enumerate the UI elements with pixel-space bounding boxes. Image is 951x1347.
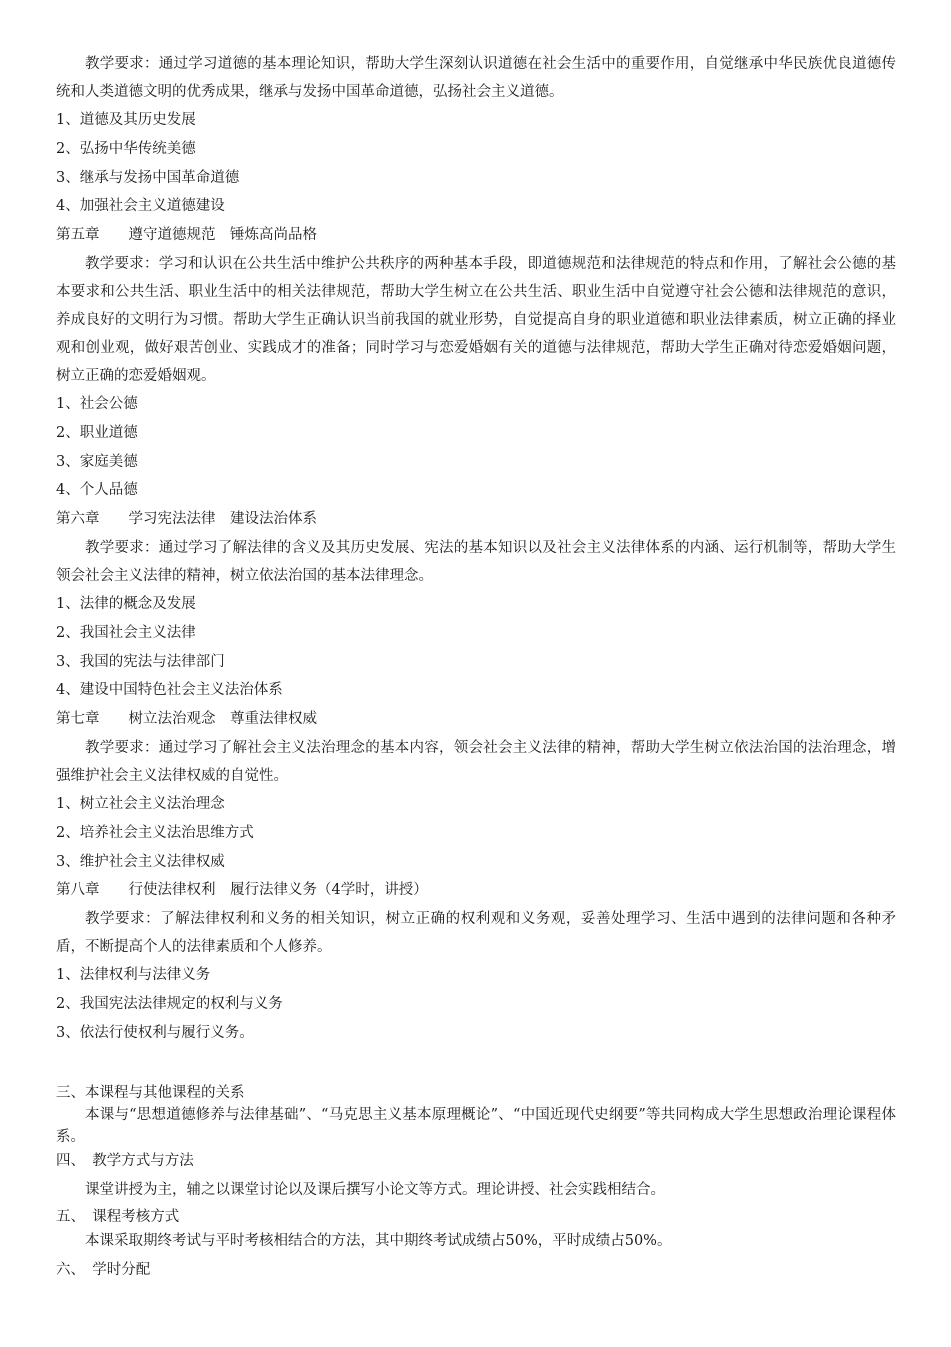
list-item: 4、个人品德 (56, 482, 138, 499)
list-item: 3、家庭美德 (56, 453, 138, 470)
document-page (56, 50, 896, 1286)
section-title: 三、本课程与其他课程的关系 (56, 1084, 245, 1101)
section-body: 课堂讲授为主，辅之以课堂讨论以及课后撰写小论文等方式。理论讲授、社会实践相结合。 (85, 1181, 665, 1198)
section-body: 本课采取期终考试与平时考核相结合的方法，其中期终考试成绩占50%，平时成绩占50%。 (85, 1232, 672, 1249)
list-item: 1、道德及其历史发展 (56, 112, 196, 128)
section-title: 五、 课程考核方式 (56, 1208, 180, 1225)
chapter-title: 第六章 学习宪法法律 建设法治体系 (56, 511, 317, 528)
list-item: 1、社会公德 (56, 395, 138, 412)
list-item: 3、我国的宪法与法律部门 (56, 653, 225, 670)
list-item: 2、弘扬中华传统美德 (56, 140, 196, 157)
section-body: 本课与“思想道德修养与法律基础”、“马克思主义基本原理概论”、“中国近现代史纲要”等共同构成大学生思想政治理论课程体系。 (56, 1106, 896, 1145)
list-item: 3、维护社会主义法律权威 (56, 853, 225, 870)
teaching-requirement: 教学要求：学习和认识在公共生活中维护公共秩序的两种基本手段，即道德规范和法律规范的特点和作用，了解社会公德的基本要求和公共生活、职业生活中的相关法律规范，帮助大学生树立在公共生活、职业生活中自觉遵守社会公德和法律规范的意识，养成良好的文明行为习惯。帮助大学生正确认识当前我国的就业形势，自觉提高自身的职业道德和职业法律素质，树立正确的择业观和创业观，做好艰苦创业、实践成才的准备；同时学习与恋爱婚姻有关的道德与法律规范，帮助大学生正确对待恋爱婚姻问题，树立正确的恋爱婚姻观。 (56, 255, 896, 384)
list-item: 3、依法行使权利与履行义务。 (56, 1024, 254, 1041)
chapter-title: 第七章 树立法治观念 尊重法律权威 (56, 711, 317, 728)
list-item: 2、职业道德 (56, 424, 138, 441)
list-item: 1、法律的概念及发展 (56, 595, 196, 612)
chapter-title: 第五章 遵守道德规范 锤炼高尚品格 (56, 227, 317, 244)
section-title: 四、 教学方式与方法 (56, 1152, 194, 1169)
list-item: 4、建设中国特色社会主义法治体系 (56, 682, 283, 699)
chapter-title: 第八章 行使法律权利 履行法律义务（4学时，讲授） (56, 882, 428, 899)
list-item: 2、培养社会主义法治思维方式 (56, 824, 254, 841)
section-title: 六、 学时分配 (56, 1261, 151, 1278)
teaching-requirement: 教学要求：通过学习了解法律的含义及其历史发展、宪法的基本知识以及社会主义法律体系的内涵、运行机制等，帮助大学生领会社会主义法律的精神，树立依法治国的基本法律理念。 (56, 539, 896, 584)
list-item: 2、我国社会主义法律 (56, 624, 196, 641)
list-item: 1、法律权利与法律义务 (56, 967, 211, 984)
teaching-requirement: 教学要求：通过学习了解社会主义法治理念的基本内容，领会社会主义法律的精神，帮助大学生树立依法治国的法治理念，增强维护社会主义法律权威的自觉性。 (56, 739, 896, 784)
list-item: 4、加强社会主义道德建设 (56, 198, 225, 215)
teaching-requirement: 教学要求：通过学习道德的基本理论知识，帮助大学生深刻认识道德在社会生活中的重要作用，自觉继承中华民族优良道德传统和人类道德文明的优秀成果，继承与发扬中国革命道德，弘扬社会主义道德。 (56, 56, 896, 100)
list-item: 2、我国宪法法律规定的权利与义务 (56, 995, 283, 1012)
list-item: 3、继承与发扬中国革命道德 (56, 169, 240, 186)
section-gap (56, 1048, 896, 1082)
list-item: 1、树立社会主义法治理念 (56, 795, 225, 812)
teaching-requirement: 教学要求：了解法律权利和义务的相关知识，树立正确的权利观和义务观，妥善处理学习、生活中遇到的法律问题和各种矛盾，不断提高个人的法律素质和个人修养。 (56, 911, 896, 956)
